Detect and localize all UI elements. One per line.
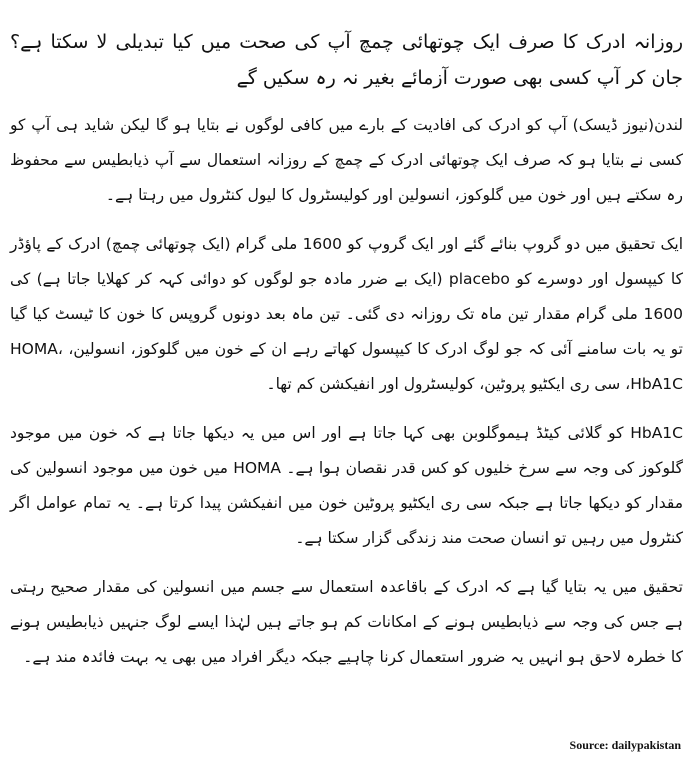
paragraph-hba1c: HbA1C کو گلائی کیٹڈ ہیموگلوبن بھی کہا جاتا ہے اور اس میں یہ دیکھا جاتا ہے کہ خون میں موجود گلوکوز کی وجہ سے سرخ خلیوں کو کس قدر نقصان ہوا ہے۔ HOMA میں خون میں موجود انسولین کی مقدار کو دیکھا جاتا ہے جبکہ سی ری ایکٹیو پروٹین خون میں انفیکشن پیدا کرتا ہے۔ یہ تمام عوامل اگر کنٹرول میں رہیں تو انسان صحت مند زندگی گزار سکتا ہے۔ bbox=[10, 424, 683, 547]
source-credit: Source: dailypakistan bbox=[569, 738, 681, 752]
paragraph-intro: لندن(نیوز ڈیسک) آپ کو ادرک کی افادیت کے بارے میں کافی لوگوں نے بتایا ہو گا لیکن شاید ہی آپ کو کسی نے بتایا ہو کہ صرف ایک چوتھائی ادرک کے چمچ کے روزانہ استعمال سے آپ ذیابطیس سے محفوظ رہ سکتے ہیں اور خون میں گلوکوز، انسولین اور کولیسٹرول کا لیول کنٹرول میں رہتا ہے۔ bbox=[10, 116, 683, 204]
paragraph-study: ایک تحقیق میں دو گروپ بنائے گئے اور ایک گروپ کو 1600 ملی گرام (ایک چوتھائی چمچ) ادرک کے پاؤڈر کا کیپسول اور دوسرے کو placebo (ایک بے ضرر مادہ جو لوگوں کو دوائی کہہ کر کھلایا جاتا ہے) کی 1600 ملی گرام مقدار تین ماہ تک روزانہ دی گئی۔ تین ماہ بعد دونوں گروپس کا خون کا ٹیسٹ کیا گیا تو یہ بات سامنے آئی کہ جو لوگ ادرک کا کیپسول کھاتے رہے ان کے خون میں گلوکوز، انسولین، HOMA، HbA1C، سی ری ایکٹیو پروٹین، کولیسٹرول اور انفیکشن کم تھا۔ bbox=[10, 235, 684, 393]
paragraph-conclusion: تحقیق میں یہ بتایا گیا ہے کہ ادرک کے باقاعدہ استعمال سے جسم میں انسولین کی مقدار صحیح رہتی ہے جس کی وجہ سے ذیابطیس ہونے کے امکانات کم ہو جاتے ہیں لہٰذا ایسے لوگ جنہیں ذیابطیس ہونے کا خطرہ لاحق ہو انہیں یہ ضرور استعمال کرنا چاہیے جبکہ دیگر افراد میں بھی یہ بہت فائدہ مند ہے۔ bbox=[10, 578, 683, 666]
headline: روزانہ ادرک کا صرف ایک چوتھائی چمچ آپ کی صحت میں کیا تبدیلی لا سکتا ہے؟ جان کر آپ کسی بھی صورت آزمائے بغیر نہ رہ سکیں گے bbox=[10, 31, 683, 89]
